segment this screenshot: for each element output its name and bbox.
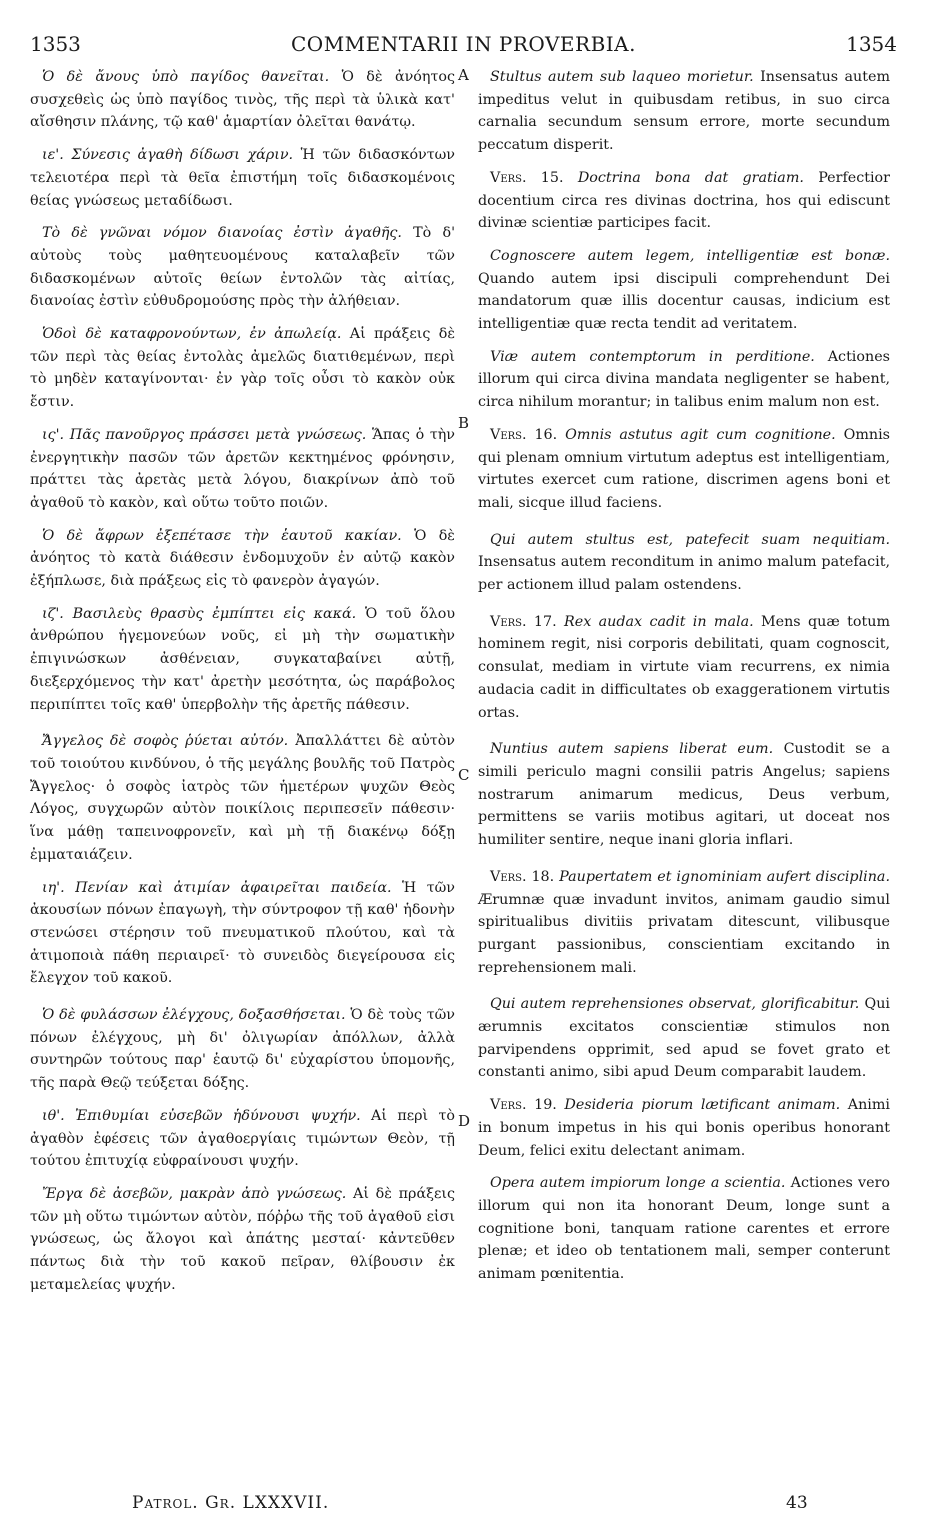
greek-paragraph bbox=[30, 603, 455, 717]
greek-lemma: ιε'. Σύνεσις ἀγαθὴ δίδωσι χάριν. bbox=[42, 147, 294, 164]
verse-number: Vers. 16. bbox=[490, 426, 558, 443]
greek-lemma: Ὁ δὲ ἄνους ὑπὸ παγίδος θανεῖται. bbox=[42, 69, 330, 85]
greek-lemma: ιη'. Πενίαν καὶ ἀτιμίαν ἀφαιρεῖται παιδεία. bbox=[42, 879, 392, 896]
latin-paragraph bbox=[478, 611, 890, 725]
greek-paragraph bbox=[30, 730, 455, 866]
latin-commentary: Insensatus autem reconditum in animo malum patefacit, per actionem illud palam ostendens. bbox=[478, 554, 890, 594]
page-number-left: 1353 bbox=[30, 32, 81, 56]
series-signature: Patrol. Gr. LXXXVII. bbox=[132, 1493, 330, 1513]
latin-paragraph bbox=[478, 245, 890, 336]
greek-paragraph bbox=[30, 1183, 455, 1297]
greek-lemma: Ὁδοὶ δὲ καταφρονούντων, ἐν ἀπωλείᾳ. bbox=[42, 326, 342, 343]
greek-commentary: Ἡ τῶν διδασκόντων τελειοτέρα περὶ τὰ θεῖα ἐπιστήμη τοῖς διδασκομένοις θείας γνώσεως μεταδίδωσι. bbox=[30, 147, 455, 209]
greek-lemma: ιζ'. Βασιλεὺς θρασὺς ἐμπίπτει εἰς κακά. bbox=[42, 605, 357, 622]
greek-commentary: Ἡ τῶν ἀκουσίων πόνων ἐπαγωγὴ, τὴν σύντροφον τῇ καθ' ἡδονὴν στενώσει στέρησιν τοῦ πνευματικοῦ πλούτου, καὶ τὰ ἀτιμοποιὰ πάθη περιαιρεῖ· τὸ συνειδὸς διεγείρουσα εἰς ἔλεγχον τοῦ κακοῦ. bbox=[30, 879, 455, 987]
greek-commentary: Αἱ πράξεις δὲ τῶν περὶ τὰς θείας ἐντολὰς ἀμελῶς διατιθεμένων, περὶ τὸ μηδὲν καταγίνονται· ἐν γὰρ τοῖς οὖσι τὸ κακὸν οὐκ ἔστιν. bbox=[30, 326, 456, 411]
latin-paragraph bbox=[478, 738, 890, 852]
greek-paragraph bbox=[30, 1004, 455, 1095]
latin-commentary: Insensatus autem impeditus velut in quibusdam retibus, in suo circa carnalia secundum sensum errore, morte secundum peccatum disperit. bbox=[478, 69, 891, 154]
greek-paragraph bbox=[30, 877, 455, 991]
page-number-right: 1354 bbox=[846, 32, 897, 56]
latin-lemma: Cognoscere autem legem, intelligentiæ est bonæ. bbox=[490, 247, 890, 264]
greek-commentary: Ὁ δὲ ἀνόητος τὸ κατὰ διάθεσιν ἐνδομυχοῦν ἐν αὐτῷ κακὸν ἐξήπλωσε, διὰ πράξεως εἰς τὸ φανερὸν ἀγαγών. bbox=[30, 527, 455, 590]
running-header bbox=[0, 26, 927, 56]
latin-commentary: Perfectior docentium circa res divinas doctrina, hos qui ediscunt divinæ scientiæ participes facit. bbox=[478, 169, 890, 232]
latin-lemma: Doctrina bona dat gratiam. bbox=[577, 169, 804, 186]
latin-paragraph bbox=[478, 993, 890, 1084]
greek-lemma: Ὁ δὲ ἄφρων ἐξεπέτασε τὴν ἑαυτοῦ κακίαν. bbox=[42, 527, 402, 544]
latin-commentary: Quando autem ipsi discipuli comprehendunt Dei mandatorum quæ illis docentur causas, indicium est intelligentiæ quæ recta tendit ad veritatem. bbox=[478, 270, 890, 333]
latin-lemma: Viæ autem contemptorum in perditione. bbox=[490, 348, 815, 365]
greek-lemma: Ὁ δὲ φυλάσσων ἐλέγχους, δοξασθήσεται. bbox=[42, 1007, 346, 1024]
greek-paragraph bbox=[30, 1105, 455, 1173]
latin-lemma: Qui autem reprehensiones observat, glorificabitur. bbox=[490, 996, 860, 1013]
latin-lemma: Opera autem impiorum longe a scientia. bbox=[490, 1175, 786, 1192]
greek-lemma: ιθ'. Ἐπιθυμίαι εὐσεβῶν ἡδύνουσι ψυχήν. bbox=[42, 1107, 361, 1124]
latin-paragraph bbox=[478, 167, 890, 235]
verse-number: Vers. 18. bbox=[490, 868, 555, 885]
greek-lemma: Ἄγγελος δὲ σοφὸς ῥύεται αὐτόν. bbox=[42, 733, 289, 750]
greek-paragraph bbox=[30, 222, 455, 313]
greek-commentary: Ἅπας ὁ τὴν ἐνεργητικὴν πασῶν τῶν ἀρετῶν κεκτημένος φρόνησιν, πράττει τὰς ἀρετὰς μετὰ λόγου, διακρίνων ἀπὸ τοῦ ἀγαθοῦ τὸ κακὸν, καὶ οὕτω τοῦτο ποιῶν. bbox=[30, 426, 455, 511]
latin-lemma: Omnis astutus agit cum cognitione. bbox=[565, 426, 836, 443]
signature-number: 43 bbox=[786, 1493, 808, 1513]
latin-paragraph bbox=[478, 1172, 890, 1286]
latin-paragraph bbox=[478, 529, 890, 597]
latin-paragraph bbox=[478, 866, 890, 980]
verse-number: Vers. 15. bbox=[490, 169, 564, 186]
greek-paragraph bbox=[30, 525, 455, 593]
greek-commentary: Ὁ τοῦ ὅλου ἀνθρώπου ἡγεμονεύων νοῦς, εἰ μὴ τὴν σωματικὴν ἐπιγινώσκων ἀσθένειαν, συγκαταβαίνει αὐτῇ, διεξερχόμενος τὴν κατ' ἀρετὴν μεσότητα, ὡς παράβολος περιπίπτει τοῖς καθ' ὑπερβολὴν τῆς ἀρετῆς πάθεσιν. bbox=[30, 605, 456, 713]
greek-commentary: Ὁ δὲ τοὺς τῶν πόνων ἐλέγχους, μὴ δι' ὀλιγωρίαν ἀπόλλων, ἀλλὰ συντηρῶν τούτους παρ' ἑαυτῷ δι' εὐχαρίστου ὑπομονῆς, τῆς παρὰ Θεῷ τεύξεται δόξης. bbox=[30, 1007, 455, 1092]
margin-letter-c: C bbox=[458, 766, 470, 784]
margin-letter-b: B bbox=[458, 414, 470, 432]
latin-commentary: Mens quæ totum hominem regit, nisi corporis debilitati, quam cognoscit, consulat, mediam in virtute viam recurrens, ex nimia audacia cadit in difficultates ob exaggerationem virtutis ortas. bbox=[478, 613, 890, 721]
margin-letter-a: A bbox=[458, 66, 469, 84]
latin-paragraph bbox=[478, 424, 890, 515]
latin-commentary: Omnis qui plenam omnium virtutum adeptus est intelligentiam, virtutes exercet cum ratione, discrimen agens boni et mali, sicque illud faciens. bbox=[478, 426, 890, 511]
greek-lemma: Τὸ δὲ γνῶναι νόμον διανοίας ἐστὶν ἀγαθῆς. bbox=[42, 225, 402, 242]
latin-commentary: Qui ærumnis excitatos conscientiæ stimulos non parvipendens opprimit, sed apud se fovet grato et constanti animo, sibi apud Deum comparabit laudem. bbox=[478, 996, 890, 1081]
latin-lemma: Nuntius autem sapiens liberat eum. bbox=[490, 741, 774, 758]
greek-paragraph bbox=[30, 424, 455, 515]
greek-commentary: Αἱ δὲ πράξεις τῶν μὴ οὕτω τιμώντων αὐτὸν, πόῤῥω τῆς τοῦ ἀγαθοῦ εἰσι γνώσεως, ὡς ἄλογοι καὶ ἀπάτης μεσταί· κἀντεῦθεν πάντως διὰ τὴν τοῦ κακοῦ πεῖραν, θλίβουσιν ἐκ μεταμελείας ψυχήν. bbox=[30, 1185, 455, 1293]
latin-lemma: Stultus autem sub laqueo morietur. bbox=[490, 69, 754, 85]
running-title: COMMENTARII IN PROVERBIA. bbox=[291, 32, 636, 56]
greek-paragraph bbox=[30, 66, 455, 134]
latin-column bbox=[478, 66, 890, 1286]
latin-commentary: Custodit se a simili periculo magni consilii patris Angelus; sapiens nostrarum animarum medicus, Deus verbum, permittens se variis motibus agitari, ut doceat nos humiliter sentire, neque inani gloria inflari. bbox=[478, 741, 891, 849]
latin-lemma: Paupertatem et ignominiam aufert disciplina. bbox=[559, 868, 890, 885]
verse-number: Vers. 17. bbox=[490, 613, 557, 630]
verse-number: Vers. 19. bbox=[490, 1097, 557, 1114]
greek-commentary: Αἱ περὶ τὸ ἀγαθὸν ἐφέσεις τῶν ἀγαθοεργίαις τιμώντων Θεὸν, τῇ τούτου ἐπιτυχίᾳ εὐφραίνουσι ψυχήν. bbox=[30, 1107, 455, 1170]
latin-commentary: Actiones illorum qui circa divina mandata negligenter se habent, circa nihilum morantur; in talibus enim malum non est. bbox=[478, 348, 890, 411]
margin-letter-d: D bbox=[458, 1112, 471, 1130]
latin-paragraph bbox=[478, 1094, 890, 1162]
greek-paragraph bbox=[30, 323, 455, 414]
greek-lemma: ις'. Πᾶς πανοῦργος πράσσει μετὰ γνώσεως. bbox=[42, 426, 367, 443]
greek-commentary: Ἀπαλλάττει δὲ αὐτὸν τοῦ τοιούτου κινδύνου, ὁ τῆς μεγάλης βουλῆς τοῦ Πατρὸς Ἄγγελος· ὁ σοφὸς ἰατρὸς τῶν ἡμετέρων ψυχῶν Θεὸς Λόγος, συγχωρῶν αὐτὸν ποικίλοις περιπεσεῖν πάθεσιν· ἵνα μάθῃ ταπεινοφρονεῖν, καὶ μὴ τῇ διακένῳ δόξῃ ἐμματαιάζειν. bbox=[30, 733, 456, 863]
greek-commentary: Ὁ δὲ ἀνόητος συσχεθεὶς ὡς ὑπὸ παγίδος τινὸς, τῆς περὶ τὰ ὑλικὰ κατ' αἴσθησιν πλάνης, τῷ καθ' ἁμαρτίαν ὀλεῖται θανάτῳ. bbox=[30, 69, 455, 131]
latin-paragraph bbox=[478, 66, 890, 157]
greek-paragraph bbox=[30, 144, 455, 212]
latin-lemma: Desideria piorum lætificant animam. bbox=[564, 1097, 841, 1114]
greek-column bbox=[30, 66, 455, 1296]
latin-commentary: Animi in bonum impetus in his qui bonis operibus honorant Deum, felici exitu delectant animam. bbox=[478, 1097, 891, 1159]
latin-commentary: Ærumnæ quæ invadunt invitos, animam gaudio simul spiritualibus divitiis privatam ditescunt, vilibusque purgant passionibus, conscientiam excitando in reprehensionem mali. bbox=[478, 891, 890, 976]
latin-paragraph bbox=[478, 346, 890, 414]
latin-commentary: Actiones vero illorum qui non ita honorant Deum, longe sunt a cognitione boni, tanquam ratione carentes et errore plenæ; et ideo ob tentationem mali, semper conterunt animam pœnitentia. bbox=[478, 1175, 891, 1283]
latin-lemma: Qui autem stultus est, patefecit suam nequitiam. bbox=[490, 531, 890, 548]
latin-lemma: Rex audax cadit in mala. bbox=[564, 613, 754, 630]
greek-lemma: Ἔργα δὲ ἀσεβῶν, μακρὰν ἀπὸ γνώσεως. bbox=[42, 1185, 347, 1202]
greek-commentary: Τὸ δ' αὐτοὺς τοὺς μαθητευομένους καταλαβεῖν τῶν διδασκομένων αὐτοῖς θείων ἐντολῶν τὰς αἰτίας, διανοίας ἐστὶν εὐθυδρομούσης πρὸς τὴν ἀλήθειαν. bbox=[30, 225, 455, 310]
